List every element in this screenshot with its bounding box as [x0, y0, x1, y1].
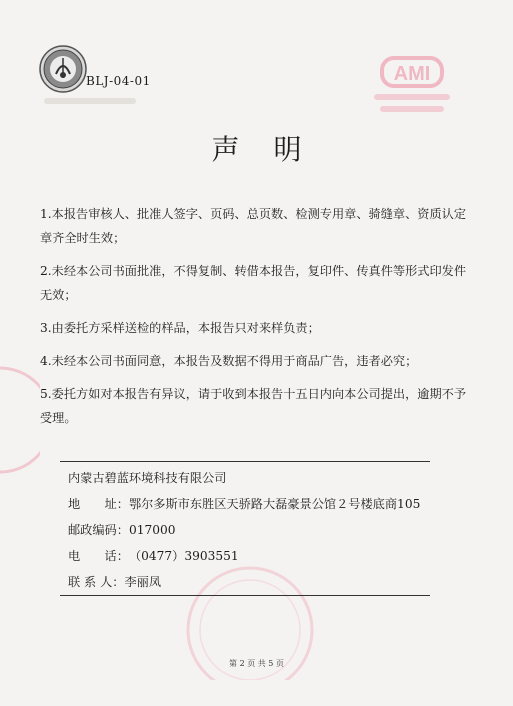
declaration-item: 1.本报告审核人、批准人签字、页码、总页数、检测专用章、骑缝章、资质认定章齐全时生效； [40, 207, 467, 245]
contact-person-row [68, 573, 161, 590]
phone-row [68, 547, 239, 564]
postcode-value: 017000 [128, 523, 176, 537]
declaration-item: 2.未经本公司书面批准，不得复制、转借本报告，复印件、传真件等形式印发件无效； [40, 264, 467, 302]
contact-top-rule [60, 461, 430, 462]
company-logo-icon [38, 44, 88, 94]
company-name: 内蒙古碧蓝环境科技有限公司 [68, 471, 227, 485]
postcode-row [68, 521, 175, 538]
contact-person-value: 李丽凤 [124, 575, 162, 589]
declaration-item: 5.委托方如对本报告有异议，请于收到本报告十五日内向本公司提出，逾期不予受理。 [40, 387, 467, 425]
document-code: BLJ-04-01 [86, 74, 151, 88]
contact-person-label: 联 系 人： [68, 575, 125, 589]
page-title: 声明 [211, 133, 336, 166]
seal-watermark-left [0, 360, 40, 480]
bleed-through-line [44, 98, 136, 104]
phone-value: （0477）3903551 [128, 549, 239, 563]
svg-text:AMI: AMI [393, 63, 431, 85]
page-number: 第 2 页 共 5 页 [229, 659, 284, 668]
declaration-item: 3.由委托方采样送检的样品，本报告只对来样负责； [40, 321, 320, 335]
qualification-stamp [362, 52, 460, 122]
address-value: 鄂尔多斯市东胜区天骄路大磊豪景公馆２号楼底商105 [128, 497, 421, 511]
contact-bottom-rule [60, 595, 430, 596]
declaration-item: 4.未经本公司书面同意，本报告及数据不得用于商品广告，违者必究； [40, 354, 418, 368]
phone-label: 电 话： [68, 549, 129, 563]
postcode-label: 邮政编码： [68, 523, 129, 537]
declaration-list [40, 202, 468, 439]
address-row [68, 495, 420, 512]
address-label: 地 址： [68, 497, 129, 511]
